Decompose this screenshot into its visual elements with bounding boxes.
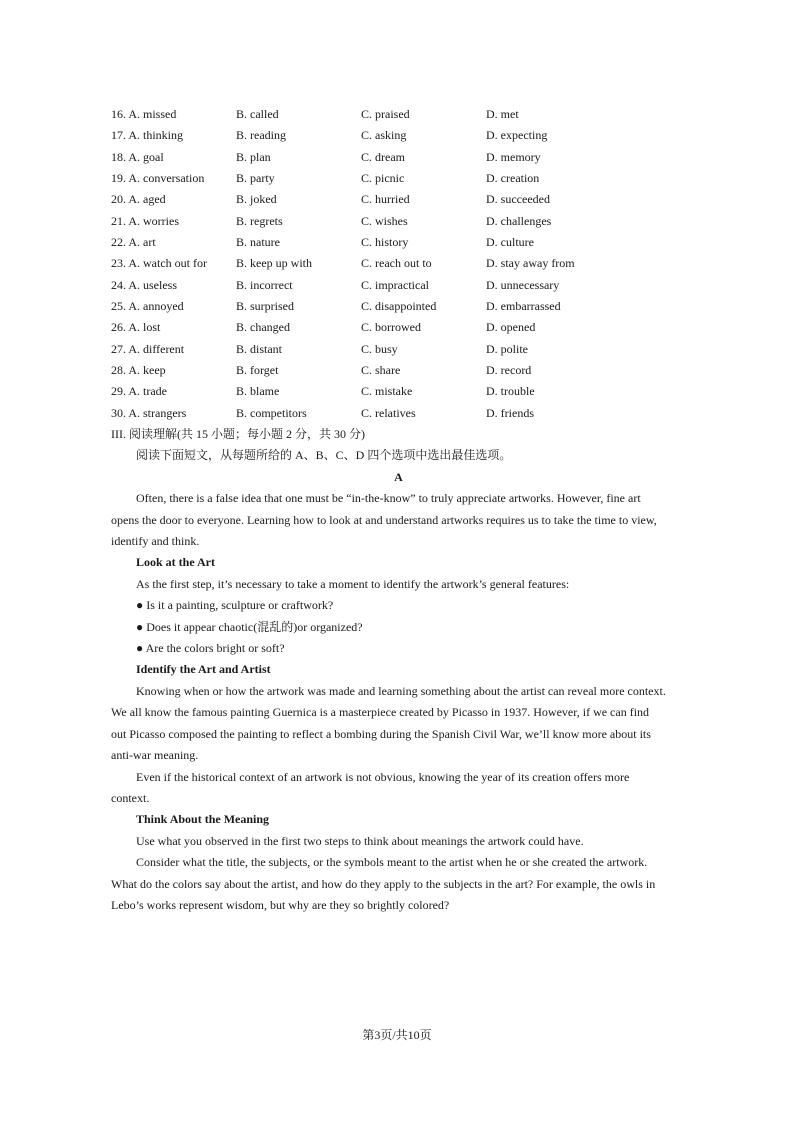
option-row [111,361,691,382]
option-b: B. competitors [236,405,307,420]
section-instruction: 阅读下面短文，从每题所给的 A、B、C、D 四个选项中选出最佳选项。 [136,448,512,463]
option-c: C. reach out to [361,256,432,271]
option-d: D. polite [486,341,528,356]
option-row [111,105,691,126]
option-row [111,318,691,339]
option-a: 16. A. missed [111,107,177,121]
option-a: 24. A. useless [111,277,177,292]
option-row [111,169,691,190]
option-b: B. joked [236,192,277,207]
intro-line-2: opens the door to everyone. Learning how to look at and understand artworks requires us to take the time to view, [111,512,657,527]
option-b: B. party [236,171,275,186]
think2-line-2: What do the colors say about the artist, and how do they apply to the subjects in the art? For example, the owls in [111,876,656,891]
identify-line-3: out Picasso composed the painting to reflect a bombing during the Spanish Civil War, we’ll know more about its [111,726,651,741]
option-d: D. opened [486,320,536,335]
option-d: D. challenges [486,213,552,228]
section-heading: III. 阅读理解(共 15 小题；每小题 2 分，共 30 分) [111,427,365,441]
option-a: 27. A. different [111,341,185,356]
option-a: 29. A. trade [111,384,167,399]
option-row [111,276,691,297]
option-a: 25. A. annoyed [111,299,184,314]
option-row [111,297,691,318]
look-heading: Look at the Art [136,555,215,570]
option-d: D. expecting [486,128,548,143]
bullet-item: ● Are the colors bright or soft? [136,641,285,656]
option-d: D. record [486,363,532,378]
option-c: C. praised [361,107,410,121]
option-row [111,212,691,233]
look-text: As the first step, it’s necessary to take a moment to identify the artwork’s general features: [136,576,570,591]
option-row [111,254,691,275]
think2-line-3: Lebo’s works represent wisdom, but why are they so brightly colored? [111,897,450,912]
bullet-item: ● Is it a painting, sculpture or craftwork? [136,598,334,613]
identify2-line-2: context. [111,790,150,805]
page-footer: 第3页/共10页 [362,1028,432,1042]
option-c: C. busy [361,341,398,356]
option-c: C. wishes [361,213,408,228]
option-a: 30. A. strangers [111,405,187,420]
option-c: C. disappointed [361,299,437,314]
option-d: D. embarrassed [486,299,561,314]
option-a: 20. A. aged [111,192,166,207]
option-row [111,404,691,425]
intro-line-3: identify and think. [111,534,200,549]
option-a: 26. A. lost [111,320,161,335]
option-b: B. called [236,107,279,121]
passage-label: A [394,469,403,484]
option-d: D. culture [486,235,534,250]
answer-options-table [111,105,691,425]
option-c: C. history [361,235,409,250]
option-b: B. changed [236,320,290,335]
option-c: C. picnic [361,171,405,186]
option-c: C. share [361,363,401,378]
option-c: C. relatives [361,405,416,420]
option-d: D. trouble [486,384,535,399]
option-a: 22. A. art [111,235,156,250]
option-c: C. mistake [361,384,413,399]
reading-section [111,424,686,916]
option-c: C. dream [361,149,405,164]
option-row [111,233,691,254]
option-b: B. keep up with [236,256,312,271]
option-b: B. blame [236,384,280,399]
option-c: C. borrowed [361,320,421,335]
think-line-1: Use what you observed in the first two steps to think about meanings the artwork could have. [136,833,584,848]
identify-line-2: We all know the famous painting Guernica is a masterpiece created by Picasso in 1937. However, if we can find [111,705,650,720]
option-a: 21. A. worries [111,213,179,228]
option-d: D. stay away from [486,256,575,271]
option-d: D. succeeded [486,192,550,207]
option-b: B. reading [236,128,286,143]
option-b: B. forget [236,363,279,378]
option-row [111,126,691,147]
identify-line-4: anti-war meaning. [111,748,199,763]
option-b: B. nature [236,235,280,250]
option-d: D. creation [486,171,540,186]
bullet-item: ● Does it appear chaotic(混乱的)or organized? [136,619,363,634]
option-a: 28. A. keep [111,363,166,378]
option-d: D. unnecessary [486,277,560,292]
think-heading: Think About the Meaning [136,812,270,827]
option-d: D. memory [486,149,541,164]
option-a: 19. A. conversation [111,171,205,186]
option-row [111,382,691,403]
option-d: D. met [486,107,519,121]
option-b: B. distant [236,341,283,356]
identify2-line-1: Even if the historical context of an artwork is not obvious, knowing the year of its creation offers more [136,769,630,784]
option-b: B. surprised [236,299,294,314]
option-d: D. friends [486,405,534,420]
option-a: 18. A. goal [111,149,164,164]
option-row [111,148,691,169]
intro-line-1: Often, there is a false idea that one must be “in-the-know” to truly appreciate artworks. However, fine art [136,491,641,506]
option-b: B. plan [236,149,271,164]
option-b: B. regrets [236,213,283,228]
option-c: C. asking [361,128,407,143]
option-row [111,190,691,211]
option-row [111,340,691,361]
identify-line-1: Knowing when or how the artwork was made and learning something about the artist can reveal more context. [136,683,666,698]
option-c: C. hurried [361,192,410,207]
option-b: B. incorrect [236,277,293,292]
identify-heading: Identify the Art and Artist [136,662,271,677]
think2-line-1: Consider what the title, the subjects, or the symbols meant to the artist when he or she created the artwork. [136,855,648,870]
option-a: 23. A. watch out for [111,256,207,271]
option-a: 17. A. thinking [111,128,184,143]
option-c: C. impractical [361,277,429,292]
